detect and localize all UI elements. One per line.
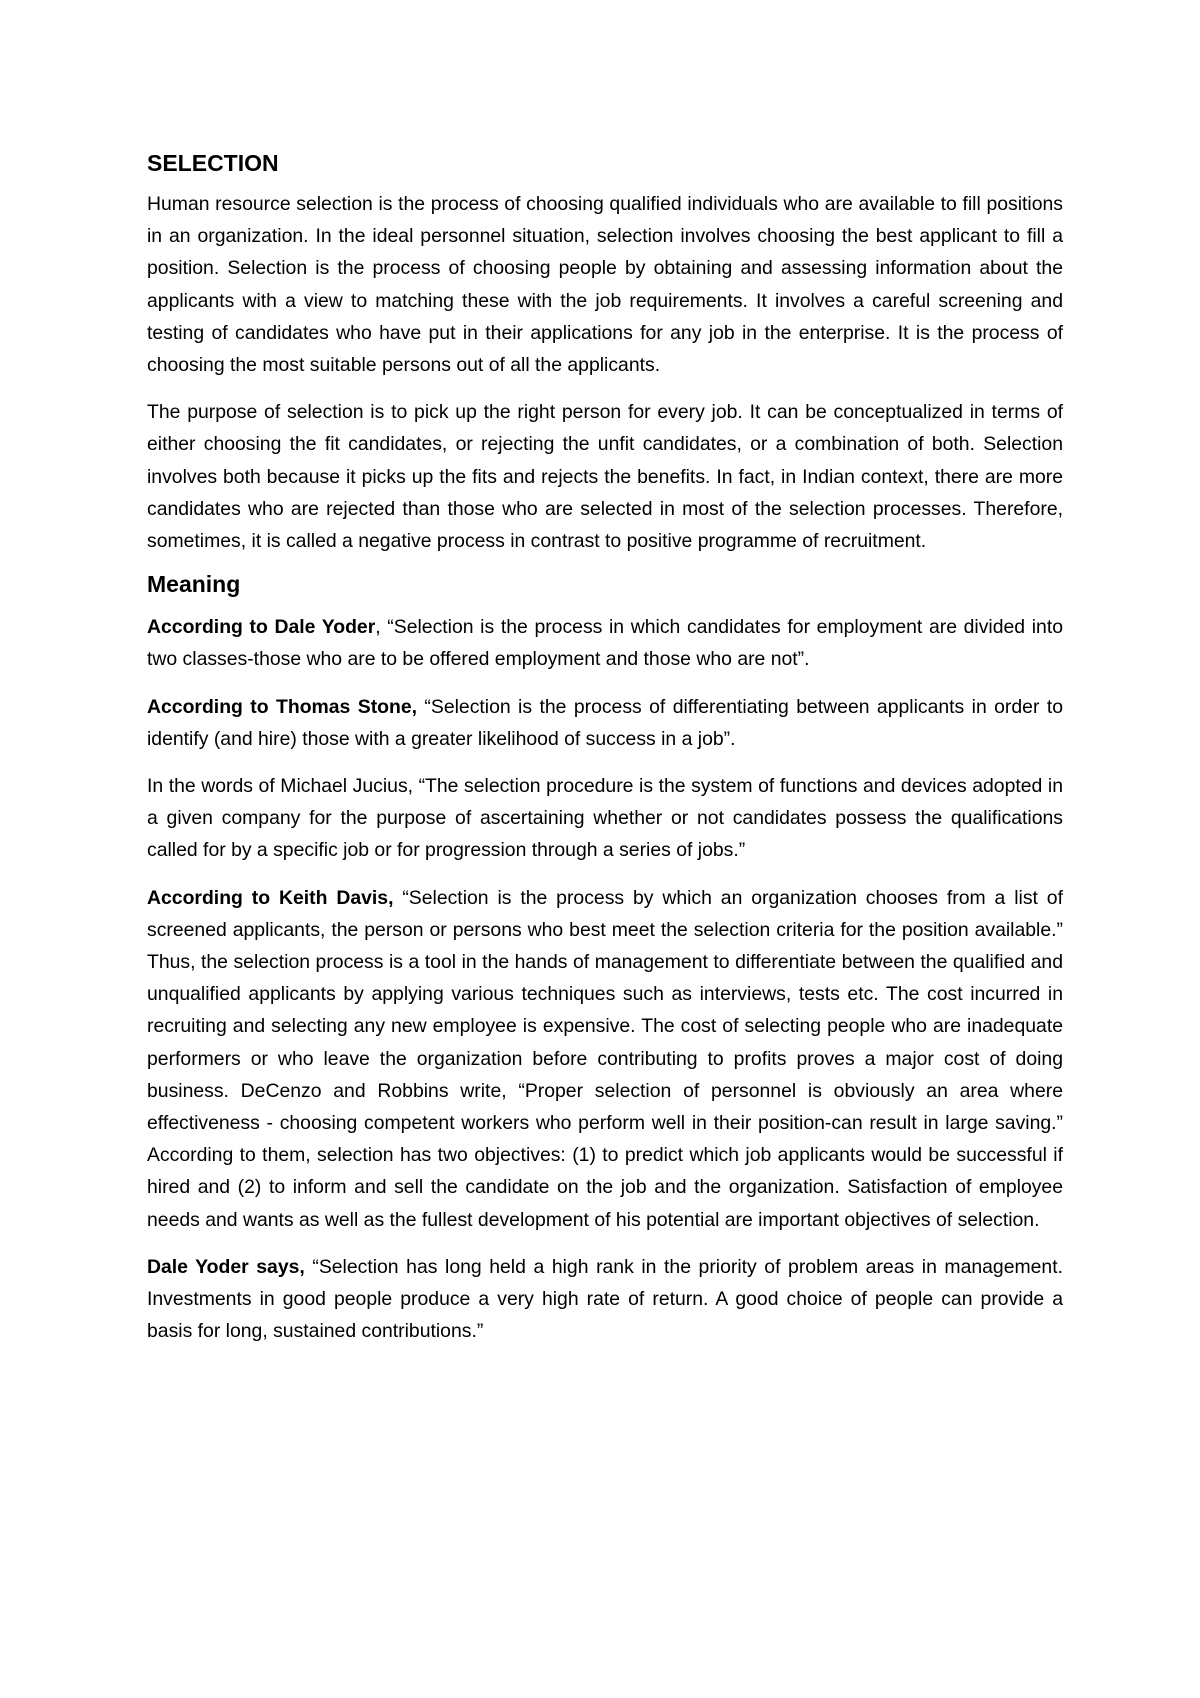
document-page (147, 148, 1063, 1363)
definition-thomas-stone (147, 691, 1063, 755)
definition-text: , “Selection is the process in which candidates for employment are divided into two classes-those who are to be offered employment and those who are not”. (147, 616, 1063, 671)
definition-text: In the words of Michael Jucius, “The selection procedure is the system of functions and devices adopted in a given company for the purpose of ascertaining whether or not candidates possess the qualifications called for by a specific job or for progression through a series of jobs.” (147, 775, 1063, 862)
definition-michael-jucius (147, 770, 1063, 867)
definition-keith-davis (147, 882, 1063, 1236)
definition-text: “Selection has long held a high rank in the priority of problem areas in management. Investments in good people produce a very high rate of return. A good choice of people can provide a basis for long, sustained contributions.” (147, 1255, 1063, 1343)
definition-lead: Dale Yoder says, (147, 1255, 305, 1278)
document-title: SELECTION (147, 150, 279, 176)
definition-dale-yoder (147, 611, 1063, 675)
definition-dale-yoder-says (147, 1251, 1063, 1348)
intro-paragraph-1: Human resource selection is the process of choosing qualified individuals who are available to fill positions in an organization. In the ideal personnel situation, selection involves choosing the best applicant to fill a position. Selection is the process of choosing people by obtaining and assessing information about the applicants with a view to matching these with the job requirements. It involves a careful screening and testing of candidates who have put in their applications for any job in the enterprise. It is the process of choosing the most suitable persons out of all the applicants. (147, 193, 1063, 377)
intro-paragraph-2: The purpose of selection is to pick up the right person for every job. It can be conceptualized in terms of either choosing the fit candidates, or rejecting the unfit candidates, or a combination of both. Selection involves both because it picks up the fits and rejects the benefits. In fact, in Indian context, there are more candidates who are rejected than those who are selected in most of the selection processes. Therefore, sometimes, it is called a negative process in contrast to positive programme of recruitment. (147, 401, 1063, 553)
definition-text: “Selection is the process of differentiating between applicants in order to identify (and hire) those with a greater likelihood of success in a job”. (147, 695, 1063, 750)
meaning-heading: Meaning (147, 571, 241, 598)
definition-lead: According to Keith Davis, (147, 886, 394, 909)
definition-lead: According to Thomas Stone, (147, 695, 418, 718)
definition-lead: According to Dale Yoder (147, 616, 376, 639)
definition-text: “Selection is the process by which an organization chooses from a list of screened applicants, the person or persons who best meet the selection criteria for the position available.” Thus, the selection process is a tool in the hands of management to differentiate between the qualified and unqualified applicants by applying various techniques such as interviews, tests etc. The cost incurred in recruiting and selecting any new employee is expensive. The cost of selecting people who are inadequate performers or who leave the organization before contributing to profits proves a major cost of doing business. DeCenzo and Robbins write, “Proper selection of personnel is obviously an area where effectiveness - choosing competent workers who perform well in their position-can result in large saving.” According to them, selection has two objectives: (1) to predict which job applicants would be successful if hired and (2) to inform and sell the candidate on the job and the organization. Satisfaction of employee needs and wants as well as the fullest development of his potential are important objectives of selection. (147, 886, 1063, 1231)
